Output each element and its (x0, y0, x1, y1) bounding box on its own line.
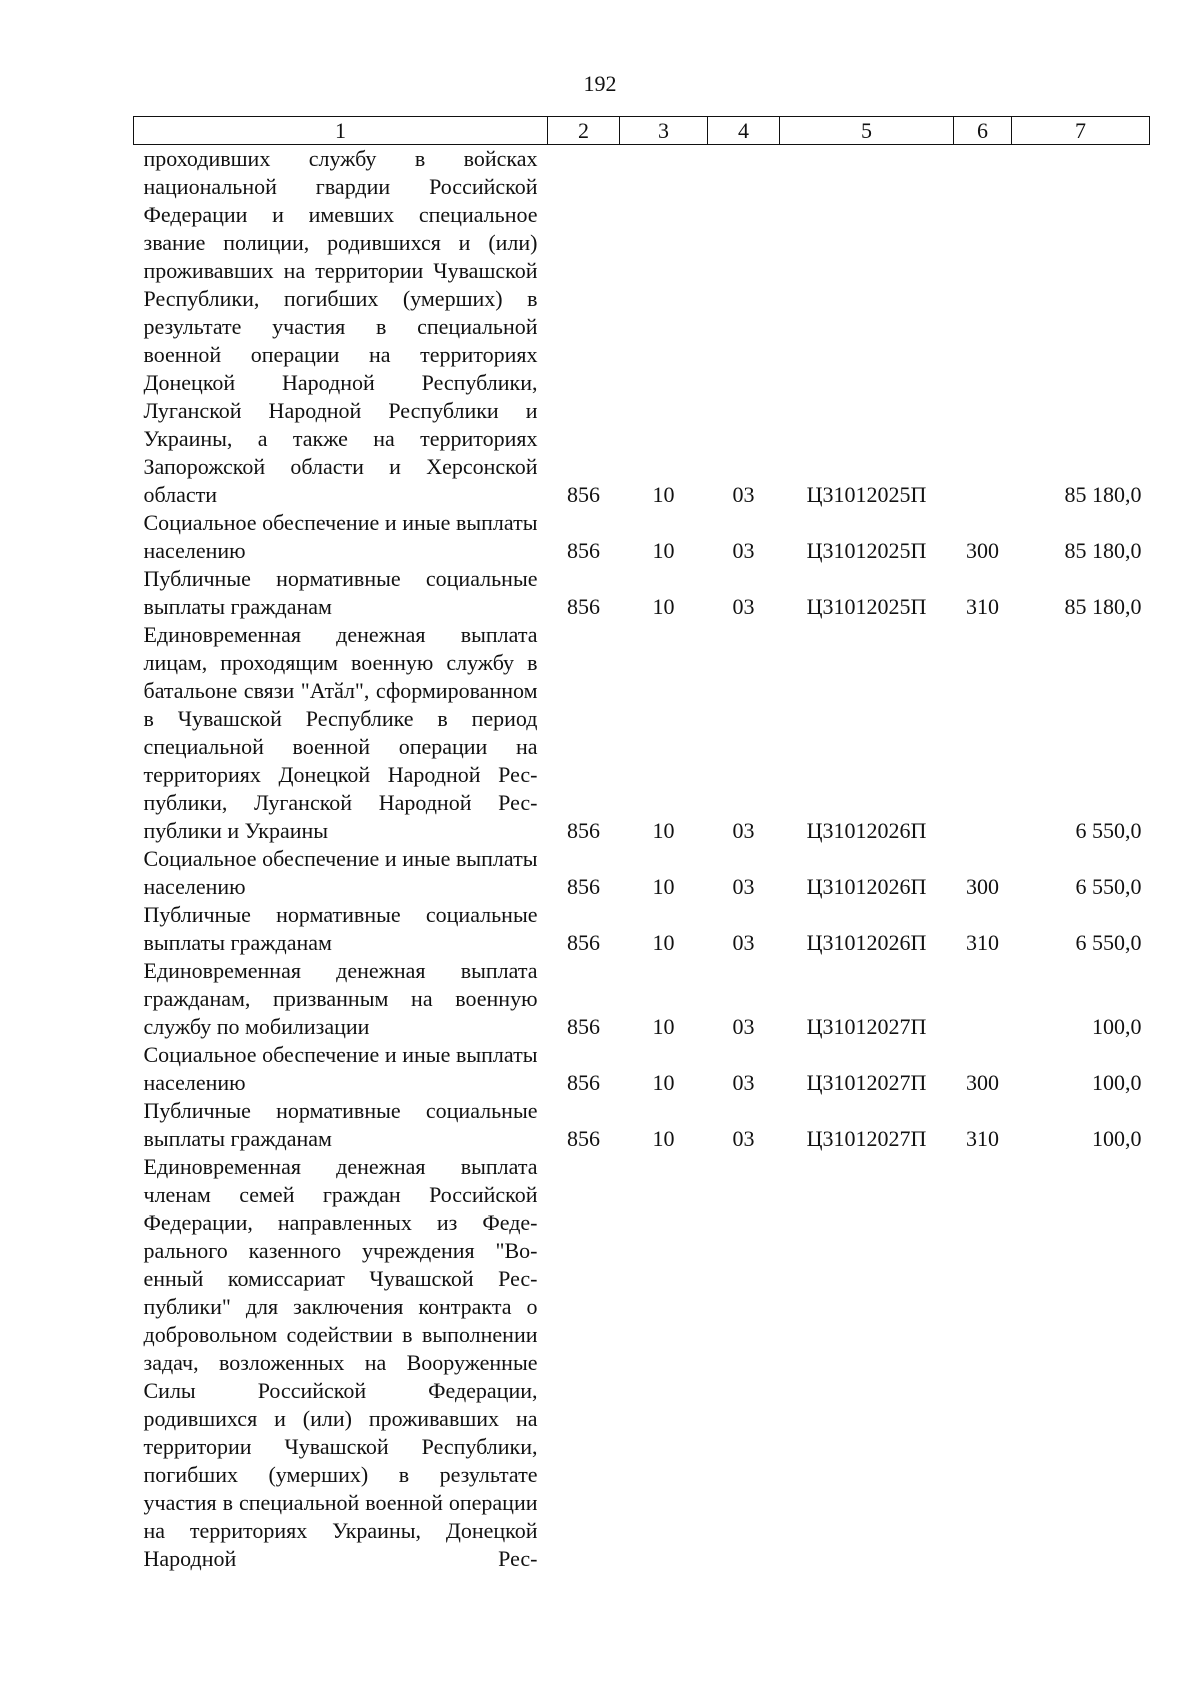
budget-table (133, 116, 1150, 1573)
ministry-code: 856 (567, 818, 600, 843)
target-article-code: Ц31012025П (806, 482, 927, 507)
table-body (134, 145, 1150, 1574)
table-row (134, 957, 1150, 1041)
row-description: Социальное обеспечение и иные выплаты населению (143, 846, 538, 899)
expense-type-code: 300 (966, 1070, 999, 1095)
target-article-code: Ц31012027П (806, 1070, 927, 1095)
table-row (134, 901, 1150, 957)
amount: 100,0 (1092, 1014, 1142, 1039)
column-header-3: 3 (620, 117, 708, 145)
table-row (134, 845, 1150, 901)
subsection-code: 03 (732, 538, 755, 563)
amount: 6 550,0 (1075, 930, 1142, 955)
target-article-code: Ц31012026П (806, 818, 927, 843)
subsection-code: 03 (732, 482, 755, 507)
column-header-2: 2 (548, 117, 620, 145)
row-description: Публичные нормативные социальные выплаты гражданам (143, 566, 538, 619)
amount: 85 180,0 (1064, 482, 1142, 507)
subsection-code: 03 (732, 930, 755, 955)
target-article-code: Ц31012025П (806, 594, 927, 619)
subsection-code: 03 (732, 1014, 755, 1039)
expense-type-code: 310 (966, 1126, 999, 1151)
table-row (134, 1041, 1150, 1097)
ministry-code (548, 1153, 620, 1573)
column-header-1: 1 (134, 117, 548, 145)
table-row (134, 145, 1150, 510)
target-article-code: Ц31012025П (806, 538, 927, 563)
subsection-code: 03 (732, 874, 755, 899)
row-description: Единовременная денежная выплата гражданам, призванным на военную службу по мобилизации (143, 958, 538, 1039)
amount: 85 180,0 (1064, 538, 1142, 563)
expense-type-code (954, 145, 1012, 510)
expense-type-code: 310 (966, 594, 999, 619)
section-code: 10 (652, 818, 675, 843)
row-description: Публичные нормативные социальные выплаты гражданам (143, 1098, 538, 1151)
amount: 100,0 (1092, 1126, 1142, 1151)
subsection-code: 03 (732, 594, 755, 619)
target-article-code: Ц31012026П (806, 930, 927, 955)
column-header-6: 6 (954, 117, 1012, 145)
section-code: 10 (652, 594, 675, 619)
ministry-code: 856 (567, 538, 600, 563)
expense-type-code (954, 621, 1012, 845)
table-row (134, 509, 1150, 565)
header-row (134, 117, 1150, 145)
amount: 6 550,0 (1075, 818, 1142, 843)
column-header-5: 5 (780, 117, 954, 145)
table-row (134, 565, 1150, 621)
section-code: 10 (652, 930, 675, 955)
ministry-code: 856 (567, 1070, 600, 1095)
expense-type-code (954, 957, 1012, 1041)
target-article-code: Ц31012026П (806, 874, 927, 899)
subsection-code: 03 (732, 818, 755, 843)
expense-type-code (954, 1153, 1012, 1573)
subsection-code: 03 (732, 1126, 755, 1151)
expense-type-code: 310 (966, 930, 999, 955)
page-number: 192 (583, 71, 617, 96)
section-code: 10 (652, 482, 675, 507)
row-description: проходивших службу в войсках национальной гвардии Российской Федерации и имевших специальное звание полиции, родившихся и (или) проживавших на территории Чувашской Республики, погибших (умерших) в результате участия в специальной военной операции на территориях Донецкой Народной Республики, Луганской Народной Республики и Украины, а также на территориях Запорожской области и Херсонской области (143, 146, 538, 507)
section-code: 10 (652, 1014, 675, 1039)
column-header-4: 4 (708, 117, 780, 145)
section-code (620, 1153, 708, 1573)
expense-type-code: 300 (966, 538, 999, 563)
target-article-code: Ц31012027П (806, 1014, 927, 1039)
expense-type-code: 300 (966, 874, 999, 899)
target-article-code (780, 1153, 954, 1573)
table-row (134, 1153, 1150, 1573)
ministry-code: 856 (567, 1014, 600, 1039)
subsection-code (708, 1153, 780, 1573)
ministry-code: 856 (567, 930, 600, 955)
section-code: 10 (652, 874, 675, 899)
table-row (134, 621, 1150, 845)
amount: 85 180,0 (1064, 594, 1142, 619)
section-code: 10 (652, 538, 675, 563)
amount (1012, 1153, 1150, 1573)
row-description: Социальное обеспечение и иные выплаты населению (143, 1042, 538, 1095)
row-description: Социальное обеспечение и иные выплаты населению (143, 510, 538, 563)
row-description: Единовременная денежная выплата членам семей граждан Российской Федерации, направленных из Федерального казенного учреждения "Военный комиссариат Чувашской Республики" для заключения контракта о добровольном содействии в выполнении задач, возложенных на Вооруженные Силы Российской Федерации, родившихся и (или) проживавших на территории Чувашской Республики, погибших (умерших) в результате участия в специальной военной операции на территориях Украины, Донецкой Народной Рес- (143, 1154, 538, 1571)
subsection-code: 03 (732, 1070, 755, 1095)
column-header-7: 7 (1012, 117, 1150, 145)
ministry-code: 856 (567, 594, 600, 619)
row-description: Публичные нормативные социальные выплаты гражданам (143, 902, 538, 955)
table-row (134, 1097, 1150, 1153)
table-header (134, 117, 1150, 145)
ministry-code: 856 (567, 1126, 600, 1151)
section-code: 10 (652, 1070, 675, 1095)
ministry-code: 856 (567, 482, 600, 507)
target-article-code: Ц31012027П (806, 1126, 927, 1151)
ministry-code: 856 (567, 874, 600, 899)
amount: 6 550,0 (1075, 874, 1142, 899)
section-code: 10 (652, 1126, 675, 1151)
amount: 100,0 (1092, 1070, 1142, 1095)
row-description: Единовременная денежная выплата лицам, проходящим военную службу в батальоне связи "Атӑл", сформированном в Чувашской Республике в период специальной военной операции на территориях Донецкой Народной Республики, Луганской Народной Республики и Украины (143, 622, 538, 843)
